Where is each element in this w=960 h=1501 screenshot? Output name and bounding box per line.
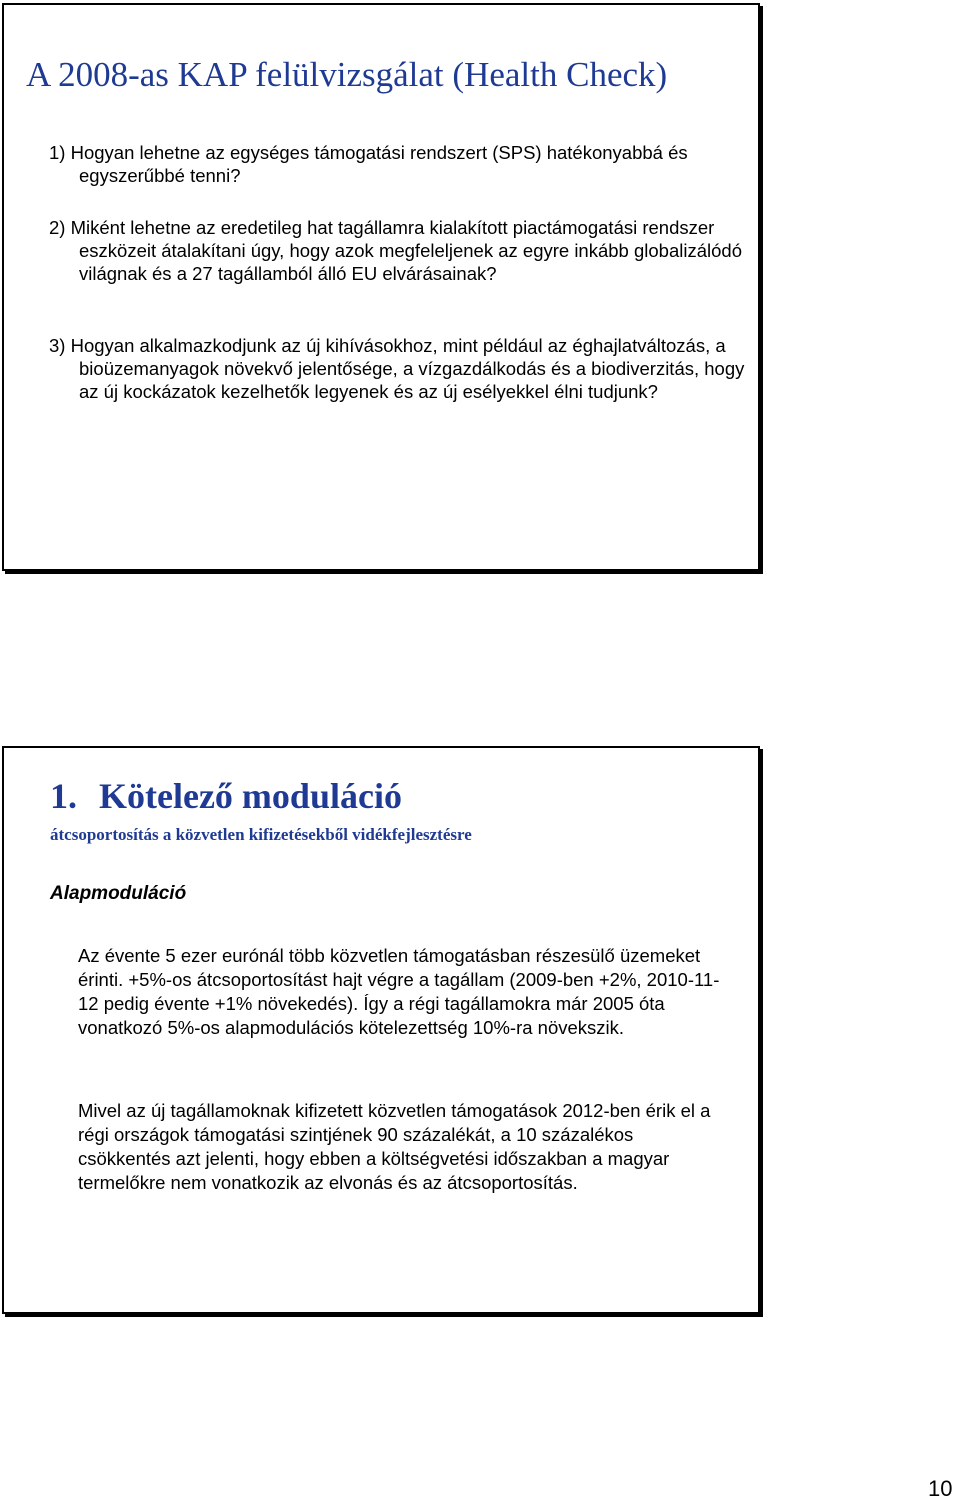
question-item-2: 2) Miként lehetne az eredetileg hat tagállamra kialakított piactámogatási rendszer eszközeit átalakítani úgy, hogy azok megfeleljenek az egyre inkább globalizálódó világnak és a 27 tagállamból álló EU elvárásainak? (49, 217, 742, 284)
slide-1 (2, 3, 760, 571)
slide-2 (2, 746, 760, 1314)
question-item-3: 3) Hogyan alkalmazkodjunk az új kihívásokhoz, mint például az éghajlatváltozás, a bioüzemanyagok növekvő jelentősége, a vízgazdálkodás és a biodiverzitás, hogy az új kockázatok kezelhetők legyenek és az új esélyekkel élni tudjunk? (49, 335, 745, 402)
section-heading: Alapmoduláció (50, 883, 187, 904)
paragraph-1: Az évente 5 ezer eurónál több közvetlen támogatásban részesülő üzemeket érinti. +5%-os átcsoportosítást hajt végre a tagállam (2009-ben +2%, 2010-11-12 pedig évente +1% növekedés). Így a régi tagállamokra már 2005 óta vonatkozó 5%-os alapmodulációs kötelezettség 10%-ra növekszik. (78, 945, 720, 1038)
slide-2-subtitle: átcsoportosítás a közvetlen kifizetésekből vidékfejlesztésre (50, 825, 472, 844)
paragraph-2: Mivel az új tagállamoknak kifizetett közvetlen támogatások 2012-ben érik el a régi országok támogatási szintjének 90 százalékát, a 10 százalékos csökkentés azt jelenti, hogy ebben a költségvetési időszakban a magyar termelőkre nem vonatkozik az elvonás és az átcsoportosítás. (78, 1100, 711, 1193)
page-number: 10 (928, 1476, 953, 1501)
slide-2-title (50, 778, 402, 814)
question-item-1: 1) Hogyan lehetne az egységes támogatási rendszert (SPS) hatékonyabbá és egyszerűbbé tenni? (49, 142, 688, 186)
slide-2-title-text: Kötelező moduláció (99, 776, 402, 816)
slide-1-title: A 2008-as KAP felülvizsgálat (Health Check) (26, 55, 668, 94)
slide-2-title-number: 1. (50, 776, 77, 816)
